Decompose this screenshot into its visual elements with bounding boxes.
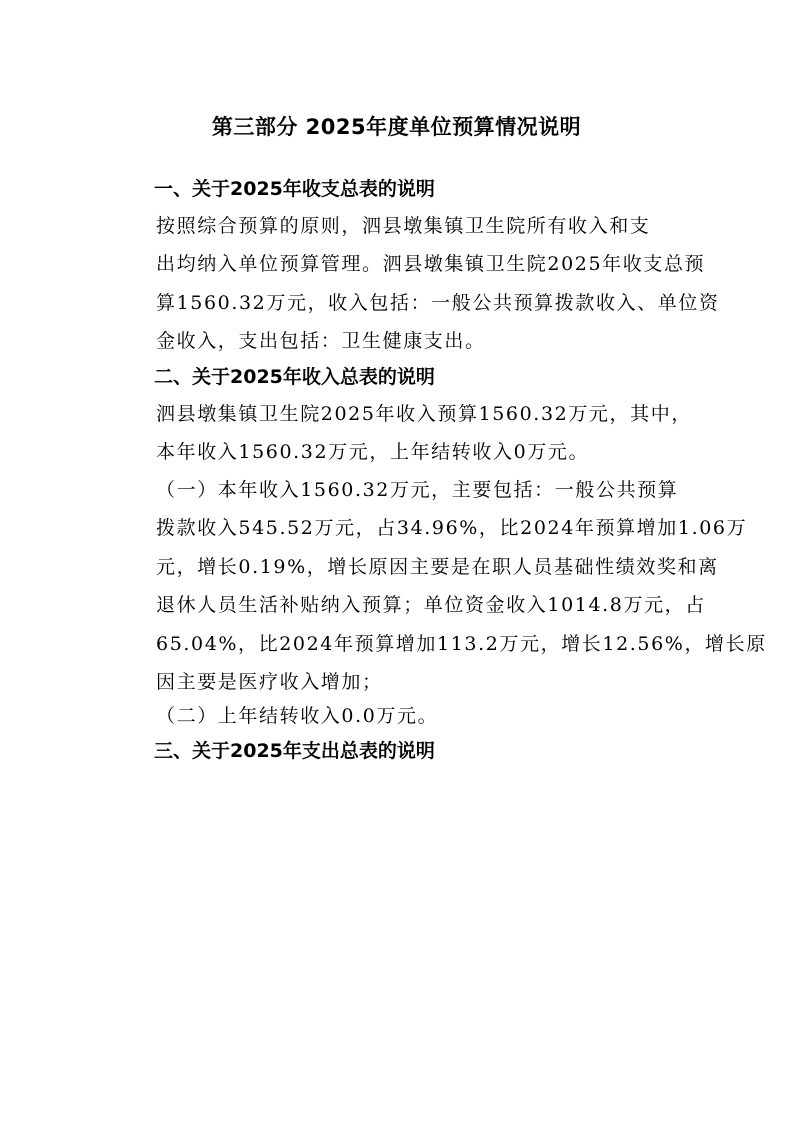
document-title: 第三部分 2025年度单位预算情况说明 <box>211 115 582 139</box>
paragraph-line: （二）上年结转收入0.0万元。 <box>156 705 439 727</box>
paragraph-line: 拨款收入545.52万元，占34.96%，比2024年预算增加1.06万 <box>156 517 748 540</box>
section-heading-1: 一、关于2025年收支总表的说明 <box>154 178 435 200</box>
paragraph-line: 按照综合预算的原则，泗县墩集镇卫生院所有收入和支 <box>156 215 651 237</box>
section-2-paragraph-3 <box>118 697 678 735</box>
paragraph-line: 因主要是医疗收入增加； <box>156 671 383 694</box>
paragraph-line: 算1560.32万元，收入包括：一般公共预算拨款收入、单位资 <box>156 291 720 314</box>
paragraph-line: 出均纳入单位预算管理。泗县墩集镇卫生院2025年收支总预 <box>156 253 706 276</box>
section-2-paragraph-2 <box>118 471 767 701</box>
paragraph-line: 金收入，支出包括：卫生健康支出。 <box>156 330 486 353</box>
section-2-paragraph-1 <box>118 395 692 472</box>
section-heading-3: 三、关于2025年支出总表的说明 <box>154 740 435 762</box>
paragraph-line: 本年收入1560.32万元，上年结转收入0万元。 <box>156 441 590 464</box>
paragraph-line: 泗县墩集镇卫生院2025年收入预算1560.32万元，其中， <box>156 403 692 425</box>
paragraph-line: 65.04%，比2024年预算增加113.2万元，增长12.56%，增长原 <box>156 632 767 655</box>
section-1-paragraph <box>118 207 720 361</box>
paragraph-line: 退休人员生活补贴纳入预算；单位资金收入1014.8万元，占 <box>156 594 706 617</box>
paragraph-line: 元，增长0.19%，增长原因主要是在职人员基础性绩效奖和离 <box>156 555 719 578</box>
section-heading-2: 二、关于2025年收入总表的说明 <box>154 366 435 388</box>
paragraph-line: （一）本年收入1560.32万元，主要包括：一般公共预算 <box>156 479 679 501</box>
